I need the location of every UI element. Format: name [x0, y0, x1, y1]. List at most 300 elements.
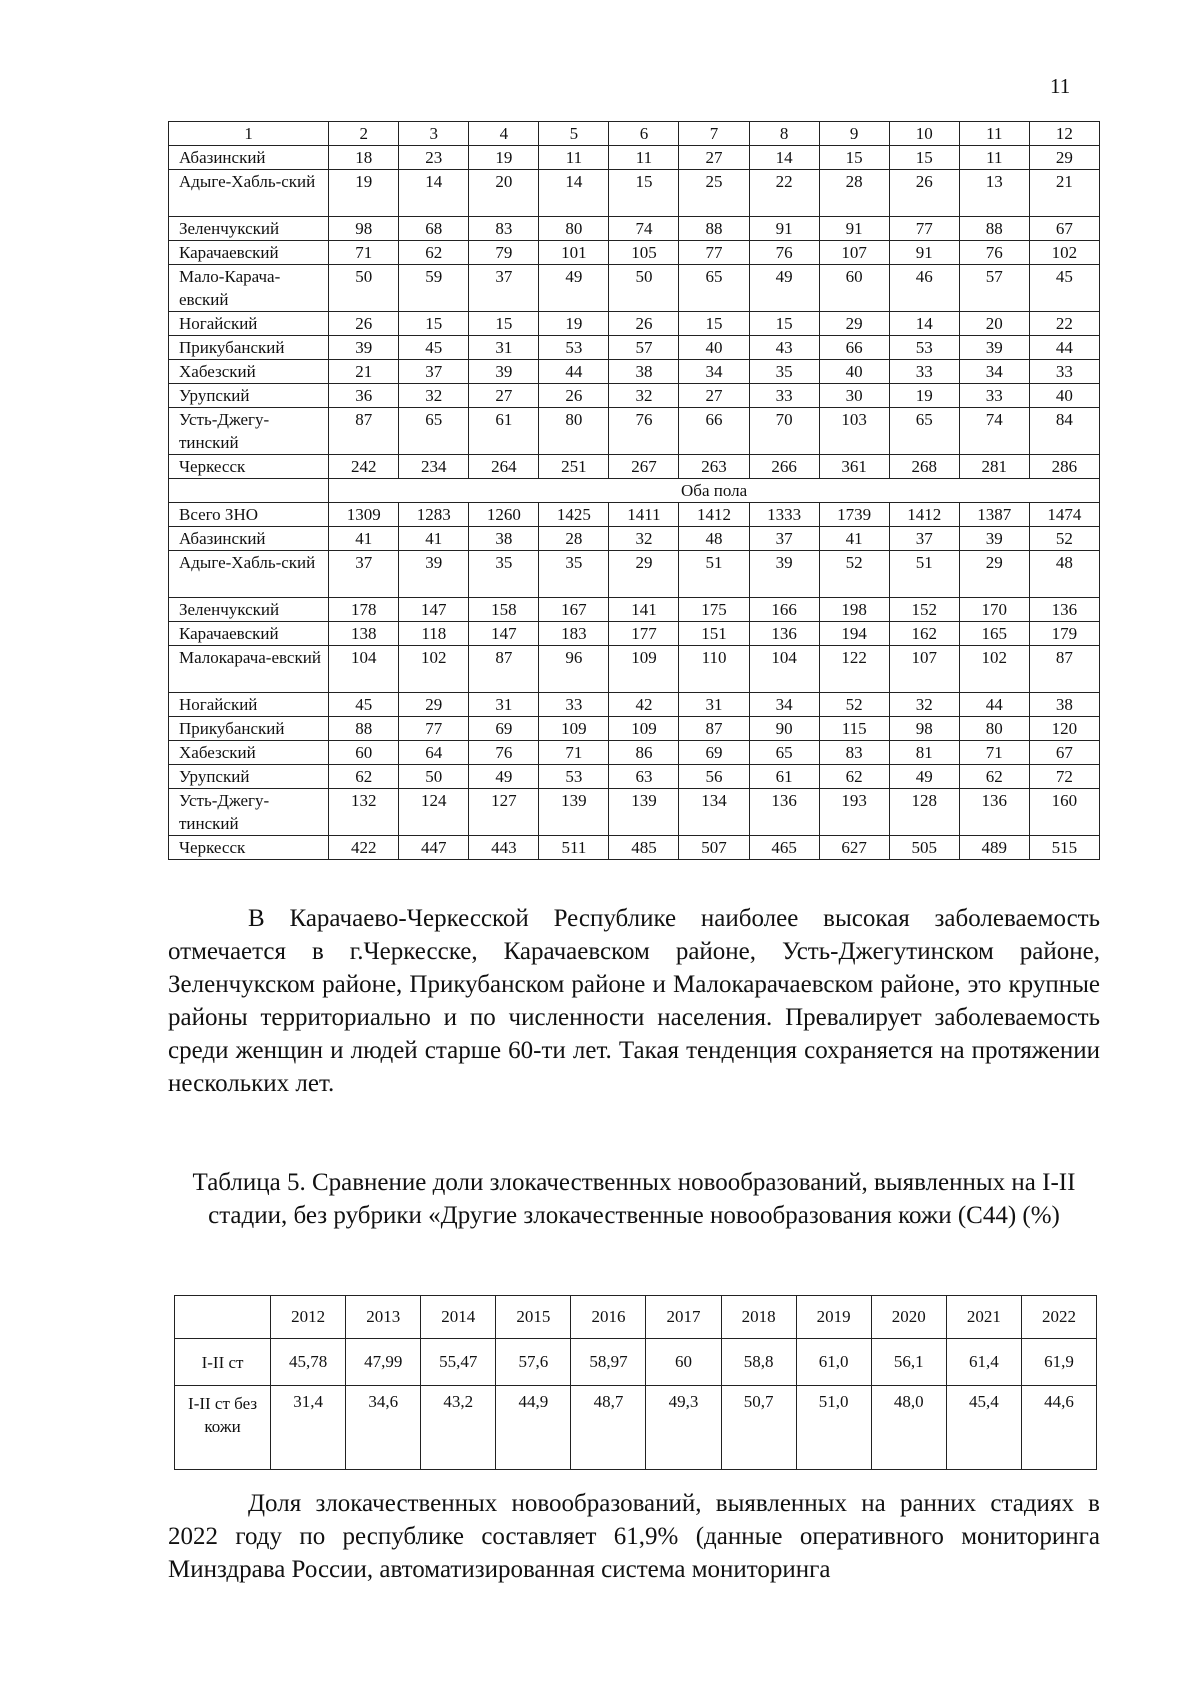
table-cell: 91 — [749, 217, 819, 241]
row-label: I-II ст — [175, 1339, 271, 1386]
table-cell: 193 — [819, 789, 889, 836]
table-cell: 49 — [539, 265, 609, 312]
table-cell: 26 — [539, 384, 609, 408]
table-cell: 74 — [609, 217, 679, 241]
table-cell: 15 — [679, 312, 749, 336]
table-row — [169, 693, 1100, 717]
table-cell: 32 — [399, 384, 469, 408]
table-cell: 23 — [399, 146, 469, 170]
table-cell: 14 — [539, 170, 609, 217]
table-cell: 91 — [819, 217, 889, 241]
table-cell: 36 — [329, 384, 399, 408]
table-cell: 91 — [889, 241, 959, 265]
table-cell: 102 — [399, 646, 469, 693]
district-name: Всего ЗНО — [169, 503, 329, 527]
column-number: 5 — [539, 122, 609, 146]
table-cell: 194 — [819, 622, 889, 646]
table-cell: 37 — [469, 265, 539, 312]
table-cell: 124 — [399, 789, 469, 836]
table-cell: 166 — [749, 598, 819, 622]
district-name: Ногайский — [169, 693, 329, 717]
column-number: 9 — [819, 122, 889, 146]
table-cell: 39 — [749, 551, 819, 598]
table-cell: 37 — [399, 360, 469, 384]
table-cell: 103 — [819, 408, 889, 455]
table-cell: 1283 — [399, 503, 469, 527]
table-cell: 167 — [539, 598, 609, 622]
table-cell: 87 — [1029, 646, 1099, 693]
table-row — [169, 170, 1100, 217]
table-cell: 59 — [399, 265, 469, 312]
district-name: Урупский — [169, 765, 329, 789]
table-cell: 64 — [399, 741, 469, 765]
table-row — [175, 1339, 1097, 1386]
table-cell: 65 — [399, 408, 469, 455]
table-cell: 11 — [609, 146, 679, 170]
table-cell: 31 — [679, 693, 749, 717]
table-cell: 15 — [749, 312, 819, 336]
table-row — [169, 836, 1100, 860]
table-cell: 22 — [1029, 312, 1099, 336]
table-cell: 110 — [679, 646, 749, 693]
table-cell: 88 — [329, 717, 399, 741]
table-cell: 76 — [749, 241, 819, 265]
table-cell: 62 — [399, 241, 469, 265]
column-number: 11 — [959, 122, 1029, 146]
column-number: 4 — [469, 122, 539, 146]
table-cell: 30 — [819, 384, 889, 408]
table-cell: 81 — [889, 741, 959, 765]
table-cell: 62 — [329, 765, 399, 789]
table-cell: 29 — [959, 551, 1029, 598]
table-cell: 45,78 — [271, 1339, 346, 1386]
table-cell: 38 — [469, 527, 539, 551]
table-cell: 102 — [1029, 241, 1099, 265]
district-name: Зеленчукский — [169, 598, 329, 622]
table-cell: 20 — [959, 312, 1029, 336]
table-cell: 15 — [609, 170, 679, 217]
column-number: 12 — [1029, 122, 1099, 146]
table-cell: 37 — [329, 551, 399, 598]
table-cell: 42 — [609, 693, 679, 717]
table-cell: 39 — [329, 336, 399, 360]
table-cell: 62 — [819, 765, 889, 789]
table-cell: 266 — [749, 455, 819, 479]
table-cell: 83 — [469, 217, 539, 241]
table-cell: 66 — [819, 336, 889, 360]
table-cell: 141 — [609, 598, 679, 622]
table-cell: 33 — [749, 384, 819, 408]
table-cell: 515 — [1029, 836, 1099, 860]
table-cell: 178 — [329, 598, 399, 622]
table-cell: 35 — [469, 551, 539, 598]
table-cell: 511 — [539, 836, 609, 860]
table-cell: 179 — [1029, 622, 1099, 646]
table-cell: 38 — [1029, 693, 1099, 717]
table-cell: 56,1 — [871, 1339, 946, 1386]
table-cell: 61 — [749, 765, 819, 789]
district-name: Абазинский — [169, 527, 329, 551]
table-cell: 60 — [329, 741, 399, 765]
table-cell: 52 — [819, 693, 889, 717]
group-header-row — [169, 479, 1100, 503]
table-cell: 118 — [399, 622, 469, 646]
year-header: 2020 — [871, 1296, 946, 1339]
table-cell: 83 — [819, 741, 889, 765]
year-header: 2017 — [646, 1296, 721, 1339]
table-row — [169, 384, 1100, 408]
district-name: Черкесск — [169, 455, 329, 479]
table-cell: 11 — [959, 146, 1029, 170]
district-name: Карачаевский — [169, 241, 329, 265]
district-name: Хабезский — [169, 360, 329, 384]
district-name: Черкесск — [169, 836, 329, 860]
table-cell: 58,97 — [571, 1339, 646, 1386]
table-cell: 67 — [1029, 741, 1099, 765]
table-cell: 136 — [749, 622, 819, 646]
table-cell: 27 — [469, 384, 539, 408]
paragraph-incidence-summary: В Карачаево-Черкесской Республике наиболее высокая заболеваемость отмечается в г.Черкесске, Карачаевском районе, Усть-Джегутинском районе, Зеленчукском районе, Прикубанском районе и Малокарачаевском районе, это крупные районы территориально и по численности населения. Превалирует заболеваемость среди женщин и людей старше 60-ти лет. Такая тенденция сохраняется на протяжении нескольких лет. — [168, 905, 1100, 1097]
early-stage-share-table — [174, 1295, 1097, 1470]
table-cell: 63 — [609, 765, 679, 789]
table-cell: 198 — [819, 598, 889, 622]
table-cell: 109 — [609, 646, 679, 693]
table-cell: 19 — [889, 384, 959, 408]
table-cell: 26 — [889, 170, 959, 217]
table-cell: 44,9 — [496, 1386, 571, 1470]
table5-caption: Таблица 5. Сравнение доли злокачественных новообразований, выявленных на I-II стадии, без рубрики «Другие злокачественные новообразования кожи (С44) (%) — [192, 1169, 1076, 1229]
row-label: I-II ст без кожи — [175, 1386, 271, 1470]
table-cell: 72 — [1029, 765, 1099, 789]
year-header: 2019 — [796, 1296, 871, 1339]
table-cell: 43 — [749, 336, 819, 360]
district-name: Прикубанский — [169, 336, 329, 360]
table-cell: 50 — [329, 265, 399, 312]
table-header-row — [169, 122, 1100, 146]
table-cell: 627 — [819, 836, 889, 860]
table-cell: 48,0 — [871, 1386, 946, 1470]
table-cell: 422 — [329, 836, 399, 860]
table-cell: 35 — [539, 551, 609, 598]
table-cell: 505 — [889, 836, 959, 860]
table-cell: 41 — [399, 527, 469, 551]
table-cell: 104 — [749, 646, 819, 693]
table-cell: 139 — [539, 789, 609, 836]
table-cell: 70 — [749, 408, 819, 455]
table-cell: 51,0 — [796, 1386, 871, 1470]
table-cell: 107 — [889, 646, 959, 693]
table-cell: 45 — [399, 336, 469, 360]
year-header: 2021 — [946, 1296, 1021, 1339]
table-cell: 27 — [679, 146, 749, 170]
table-row — [169, 360, 1100, 384]
table-cell: 39 — [959, 336, 1029, 360]
table-cell: 29 — [399, 693, 469, 717]
table-cell: 152 — [889, 598, 959, 622]
table-cell: 65 — [749, 741, 819, 765]
table-cell: 1260 — [469, 503, 539, 527]
table-cell: 39 — [399, 551, 469, 598]
table-cell: 88 — [959, 217, 1029, 241]
table-header-row — [175, 1296, 1097, 1339]
table-cell: 65 — [679, 265, 749, 312]
table-cell: 120 — [1029, 717, 1099, 741]
table-cell: 21 — [329, 360, 399, 384]
district-name: Усть-Джегу-тинский — [169, 408, 329, 455]
table-cell: 55,47 — [421, 1339, 496, 1386]
empty-cell — [175, 1296, 271, 1339]
table-cell: 15 — [819, 146, 889, 170]
table-cell: 34,6 — [346, 1386, 421, 1470]
district-name: Урупский — [169, 384, 329, 408]
district-name: Ногайский — [169, 312, 329, 336]
table-cell: 267 — [609, 455, 679, 479]
table-cell: 44 — [959, 693, 1029, 717]
table-cell: 361 — [819, 455, 889, 479]
table-cell: 40 — [679, 336, 749, 360]
table-cell: 177 — [609, 622, 679, 646]
table-row — [169, 527, 1100, 551]
table-cell: 79 — [469, 241, 539, 265]
table-cell: 485 — [609, 836, 679, 860]
table-cell: 443 — [469, 836, 539, 860]
table-cell: 26 — [329, 312, 399, 336]
table-cell: 69 — [469, 717, 539, 741]
table-cell: 15 — [889, 146, 959, 170]
table-cell: 109 — [609, 717, 679, 741]
year-header: 2018 — [721, 1296, 796, 1339]
table-cell: 1411 — [609, 503, 679, 527]
table-cell: 77 — [399, 717, 469, 741]
table-cell: 48,7 — [571, 1386, 646, 1470]
table-cell: 51 — [889, 551, 959, 598]
table-row — [169, 312, 1100, 336]
table-cell: 447 — [399, 836, 469, 860]
table-row — [169, 646, 1100, 693]
table-row — [169, 408, 1100, 455]
table-cell: 51 — [679, 551, 749, 598]
table-row — [169, 551, 1100, 598]
table-cell: 76 — [959, 241, 1029, 265]
table-cell: 1739 — [819, 503, 889, 527]
district-name: Мало-Карача-евский — [169, 265, 329, 312]
column-number: 10 — [889, 122, 959, 146]
empty-cell — [169, 479, 329, 503]
year-header: 2016 — [571, 1296, 646, 1339]
table-cell: 53 — [539, 765, 609, 789]
table-cell: 46 — [889, 265, 959, 312]
table-cell: 29 — [1029, 146, 1099, 170]
table-cell: 37 — [889, 527, 959, 551]
column-number: 1 — [169, 122, 329, 146]
table-cell: 67 — [1029, 217, 1099, 241]
table-cell: 160 — [1029, 789, 1099, 836]
table-cell: 132 — [329, 789, 399, 836]
table-cell: 33 — [1029, 360, 1099, 384]
table-cell: 104 — [329, 646, 399, 693]
table-cell: 138 — [329, 622, 399, 646]
table-cell: 45 — [1029, 265, 1099, 312]
table-cell: 37 — [749, 527, 819, 551]
table-cell: 11 — [539, 146, 609, 170]
table-cell: 19 — [469, 146, 539, 170]
table-cell: 234 — [399, 455, 469, 479]
table-cell: 87 — [469, 646, 539, 693]
table-cell: 45,4 — [946, 1386, 1021, 1470]
table-cell: 77 — [889, 217, 959, 241]
table-cell: 489 — [959, 836, 1029, 860]
table-cell: 14 — [399, 170, 469, 217]
table-cell: 80 — [959, 717, 1029, 741]
table-cell: 65 — [889, 408, 959, 455]
table-cell: 28 — [539, 527, 609, 551]
district-name: Малокарача-евский — [169, 646, 329, 693]
table-cell: 251 — [539, 455, 609, 479]
table-cell: 286 — [1029, 455, 1099, 479]
table-cell: 147 — [469, 622, 539, 646]
table-cell: 1412 — [889, 503, 959, 527]
table-cell: 49 — [749, 265, 819, 312]
table-cell: 15 — [399, 312, 469, 336]
table-cell: 98 — [889, 717, 959, 741]
table-row — [169, 336, 1100, 360]
table-cell: 39 — [469, 360, 539, 384]
table-cell: 34 — [959, 360, 1029, 384]
table-cell: 22 — [749, 170, 819, 217]
table-cell: 21 — [1029, 170, 1099, 217]
table-cell: 44 — [1029, 336, 1099, 360]
table-cell: 71 — [329, 241, 399, 265]
table-row — [169, 455, 1100, 479]
table-cell: 19 — [329, 170, 399, 217]
table-cell: 32 — [889, 693, 959, 717]
table-row — [169, 503, 1100, 527]
table-cell: 39 — [959, 527, 1029, 551]
table-cell: 47,99 — [346, 1339, 421, 1386]
table-cell: 170 — [959, 598, 1029, 622]
column-number: 2 — [329, 122, 399, 146]
table-cell: 35 — [749, 360, 819, 384]
table-cell: 58,8 — [721, 1339, 796, 1386]
table-cell: 242 — [329, 455, 399, 479]
table-cell: 56 — [679, 765, 749, 789]
column-number: 8 — [749, 122, 819, 146]
district-name: Абазинский — [169, 146, 329, 170]
table-row — [169, 765, 1100, 789]
table-cell: 90 — [749, 717, 819, 741]
paragraph-early-stage-share: Доля злокачественных новообразований, выявленных на ранних стадиях в 2022 году по республике составляет 61,9% (данные оперативного мониторинга Минздрава России, автоматизированная система мониторинга — [168, 1490, 1100, 1583]
table-cell: 49 — [889, 765, 959, 789]
table-cell: 48 — [1029, 551, 1099, 598]
incidence-by-district-table — [168, 121, 1100, 860]
table-cell: 57,6 — [496, 1339, 571, 1386]
table-row — [169, 789, 1100, 836]
table-cell: 41 — [819, 527, 889, 551]
table-cell: 13 — [959, 170, 1029, 217]
district-name: Хабезский — [169, 741, 329, 765]
year-header: 2014 — [421, 1296, 496, 1339]
table-cell: 33 — [539, 693, 609, 717]
table-cell: 44,6 — [1021, 1386, 1096, 1470]
table-cell: 60 — [646, 1339, 721, 1386]
table-cell: 80 — [539, 217, 609, 241]
table-cell: 139 — [609, 789, 679, 836]
column-number: 6 — [609, 122, 679, 146]
table-cell: 38 — [609, 360, 679, 384]
table-cell: 107 — [819, 241, 889, 265]
district-name: Карачаевский — [169, 622, 329, 646]
table-cell: 31 — [469, 336, 539, 360]
table-cell: 147 — [399, 598, 469, 622]
table-cell: 87 — [329, 408, 399, 455]
group-label: Оба пола — [329, 479, 1100, 503]
table-cell: 183 — [539, 622, 609, 646]
table-cell: 49,3 — [646, 1386, 721, 1470]
column-number: 3 — [399, 122, 469, 146]
table-cell: 33 — [959, 384, 1029, 408]
district-name: Зеленчукский — [169, 217, 329, 241]
table-cell: 109 — [539, 717, 609, 741]
table-row — [169, 146, 1100, 170]
table-cell: 48 — [679, 527, 749, 551]
table-cell: 76 — [609, 408, 679, 455]
table-cell: 33 — [889, 360, 959, 384]
table-cell: 84 — [1029, 408, 1099, 455]
table-cell: 264 — [469, 455, 539, 479]
table-cell: 66 — [679, 408, 749, 455]
table-cell: 162 — [889, 622, 959, 646]
table-row — [169, 622, 1100, 646]
table-cell: 77 — [679, 241, 749, 265]
column-number: 7 — [679, 122, 749, 146]
table-cell: 1309 — [329, 503, 399, 527]
table-row — [169, 598, 1100, 622]
table-cell: 102 — [959, 646, 1029, 693]
table-cell: 69 — [679, 741, 749, 765]
table-cell: 32 — [609, 384, 679, 408]
district-name: Усть-Джегу-тинский — [169, 789, 329, 836]
table-row — [175, 1386, 1097, 1470]
table-cell: 57 — [609, 336, 679, 360]
table-cell: 80 — [539, 408, 609, 455]
table-cell: 88 — [679, 217, 749, 241]
table-cell: 41 — [329, 527, 399, 551]
table-cell: 52 — [819, 551, 889, 598]
table-cell: 28 — [819, 170, 889, 217]
table-cell: 158 — [469, 598, 539, 622]
table-cell: 34 — [749, 693, 819, 717]
district-name: Прикубанский — [169, 717, 329, 741]
table-cell: 50 — [399, 765, 469, 789]
table-cell: 98 — [329, 217, 399, 241]
table-cell: 27 — [679, 384, 749, 408]
table-cell: 96 — [539, 646, 609, 693]
table-cell: 14 — [889, 312, 959, 336]
table-cell: 14 — [749, 146, 819, 170]
table-cell: 25 — [679, 170, 749, 217]
table-cell: 31 — [469, 693, 539, 717]
table-cell: 507 — [679, 836, 749, 860]
table-cell: 1474 — [1029, 503, 1099, 527]
table-cell: 136 — [749, 789, 819, 836]
table-cell: 268 — [889, 455, 959, 479]
table-cell: 34 — [679, 360, 749, 384]
table-cell: 175 — [679, 598, 749, 622]
table-cell: 87 — [679, 717, 749, 741]
table-cell: 31,4 — [271, 1386, 346, 1470]
table-cell: 20 — [469, 170, 539, 217]
year-header: 2012 — [271, 1296, 346, 1339]
